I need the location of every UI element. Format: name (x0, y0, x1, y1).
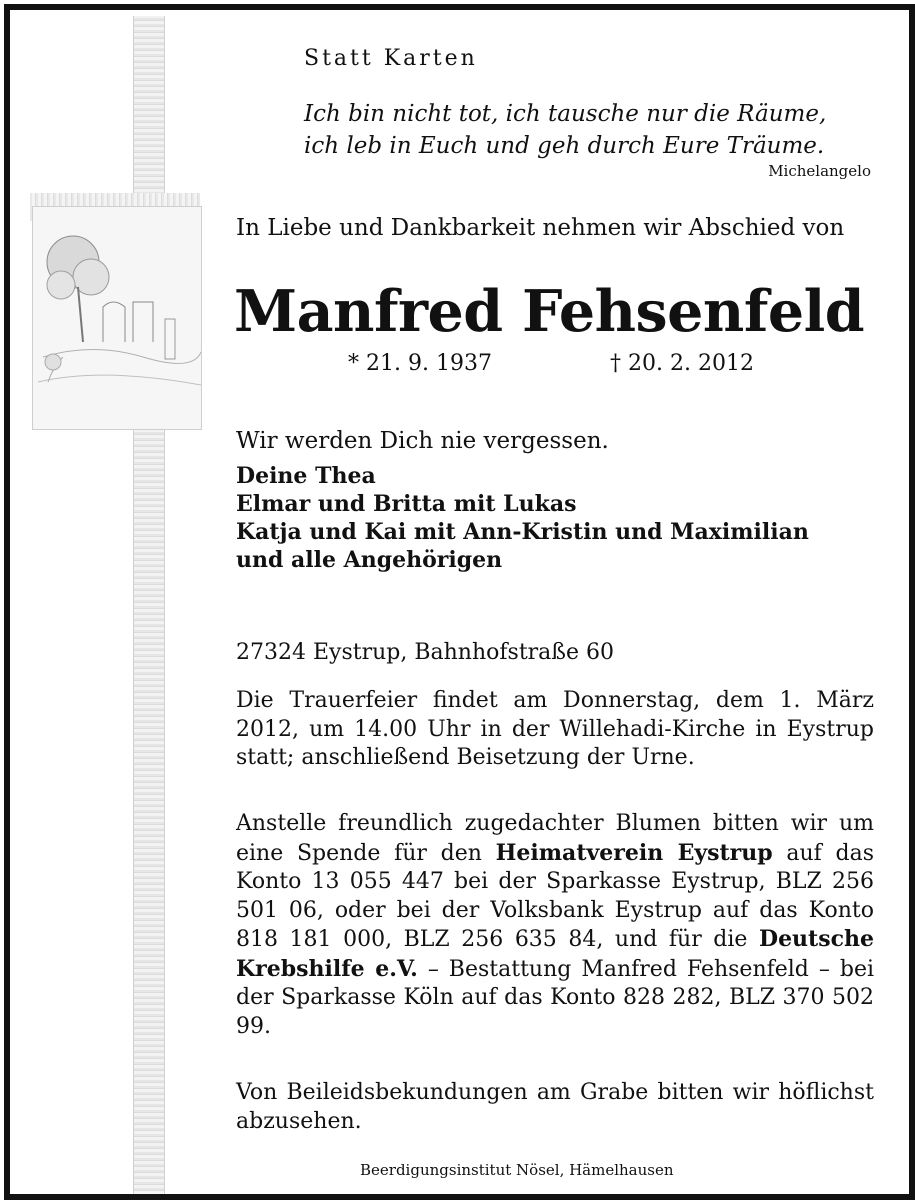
donation-text: Anstelle freundlich zugedachter Blumen bitten wir um eine Spende für den (236, 811, 874, 866)
intro-text: In Liebe und Dankbarkeit nehmen wir Abschied von (236, 215, 845, 241)
quote-line-1: Ich bin nicht tot, ich tausche nur die Räume, (304, 101, 827, 127)
family-member: Katja und Kai mit Ann-Kristin und Maximilian (236, 519, 809, 545)
donation-text: – Bestattung Manfred Fehsenfeld – bei der Sparkasse Köln auf das Konto 828 282, BLZ 370 502 99. (236, 956, 874, 1039)
never-forget-text: Wir werden Dich nie vergessen. (236, 428, 609, 454)
family-member: Elmar und Britta mit Lukas (236, 491, 577, 517)
obituary-notice (4, 4, 915, 1200)
landscape-sketch-illustration (32, 206, 202, 430)
donation-org-krebshilfe: Deutsche Krebshilfe e.V. (236, 926, 874, 982)
quote-author: Michelangelo (768, 162, 871, 180)
quote (304, 98, 884, 162)
address: 27324 Eystrup, Bahnhofstraße 60 (236, 640, 614, 665)
deceased-name: Manfred Fehsenfeld (234, 278, 865, 345)
family-member: und alle Angehörigen (236, 547, 503, 573)
condolence-paragraph: Von Beileidsbekundungen am Grabe bitten wir höflichst abzusehen. (236, 1080, 874, 1134)
family-member: Deine Thea (236, 463, 376, 489)
funeral-home-footer: Beerdigungsinstitut Nösel, Hämelhausen (360, 1161, 674, 1179)
donation-text: auf das Konto 13 055 447 bei der Sparkasse Eystrup, BLZ 256 501 06, oder bei der Volksbank Eystrup auf das Konto 818 181 000, BLZ 256 635 84, und für die (236, 840, 874, 952)
ceremony-paragraph: Die Trauerfeier findet am Donnerstag, dem 1. März 2012, um 14.00 Uhr in der Willehadi-Kirche in Eystrup statt; anschließend Beisetzung der Urne. (236, 688, 874, 770)
donation-org-heimatverein: Heimatverein Eystrup (495, 839, 773, 866)
quote-line-2: ich leb in Euch und geh durch Eure Träume. (304, 133, 825, 159)
statt-karten-heading: Statt Karten (304, 46, 478, 71)
death-date: † 20. 2. 2012 (610, 351, 754, 376)
donation-paragraph (236, 810, 874, 1041)
birth-date: * 21. 9. 1937 (348, 351, 492, 376)
family-list (236, 462, 896, 574)
